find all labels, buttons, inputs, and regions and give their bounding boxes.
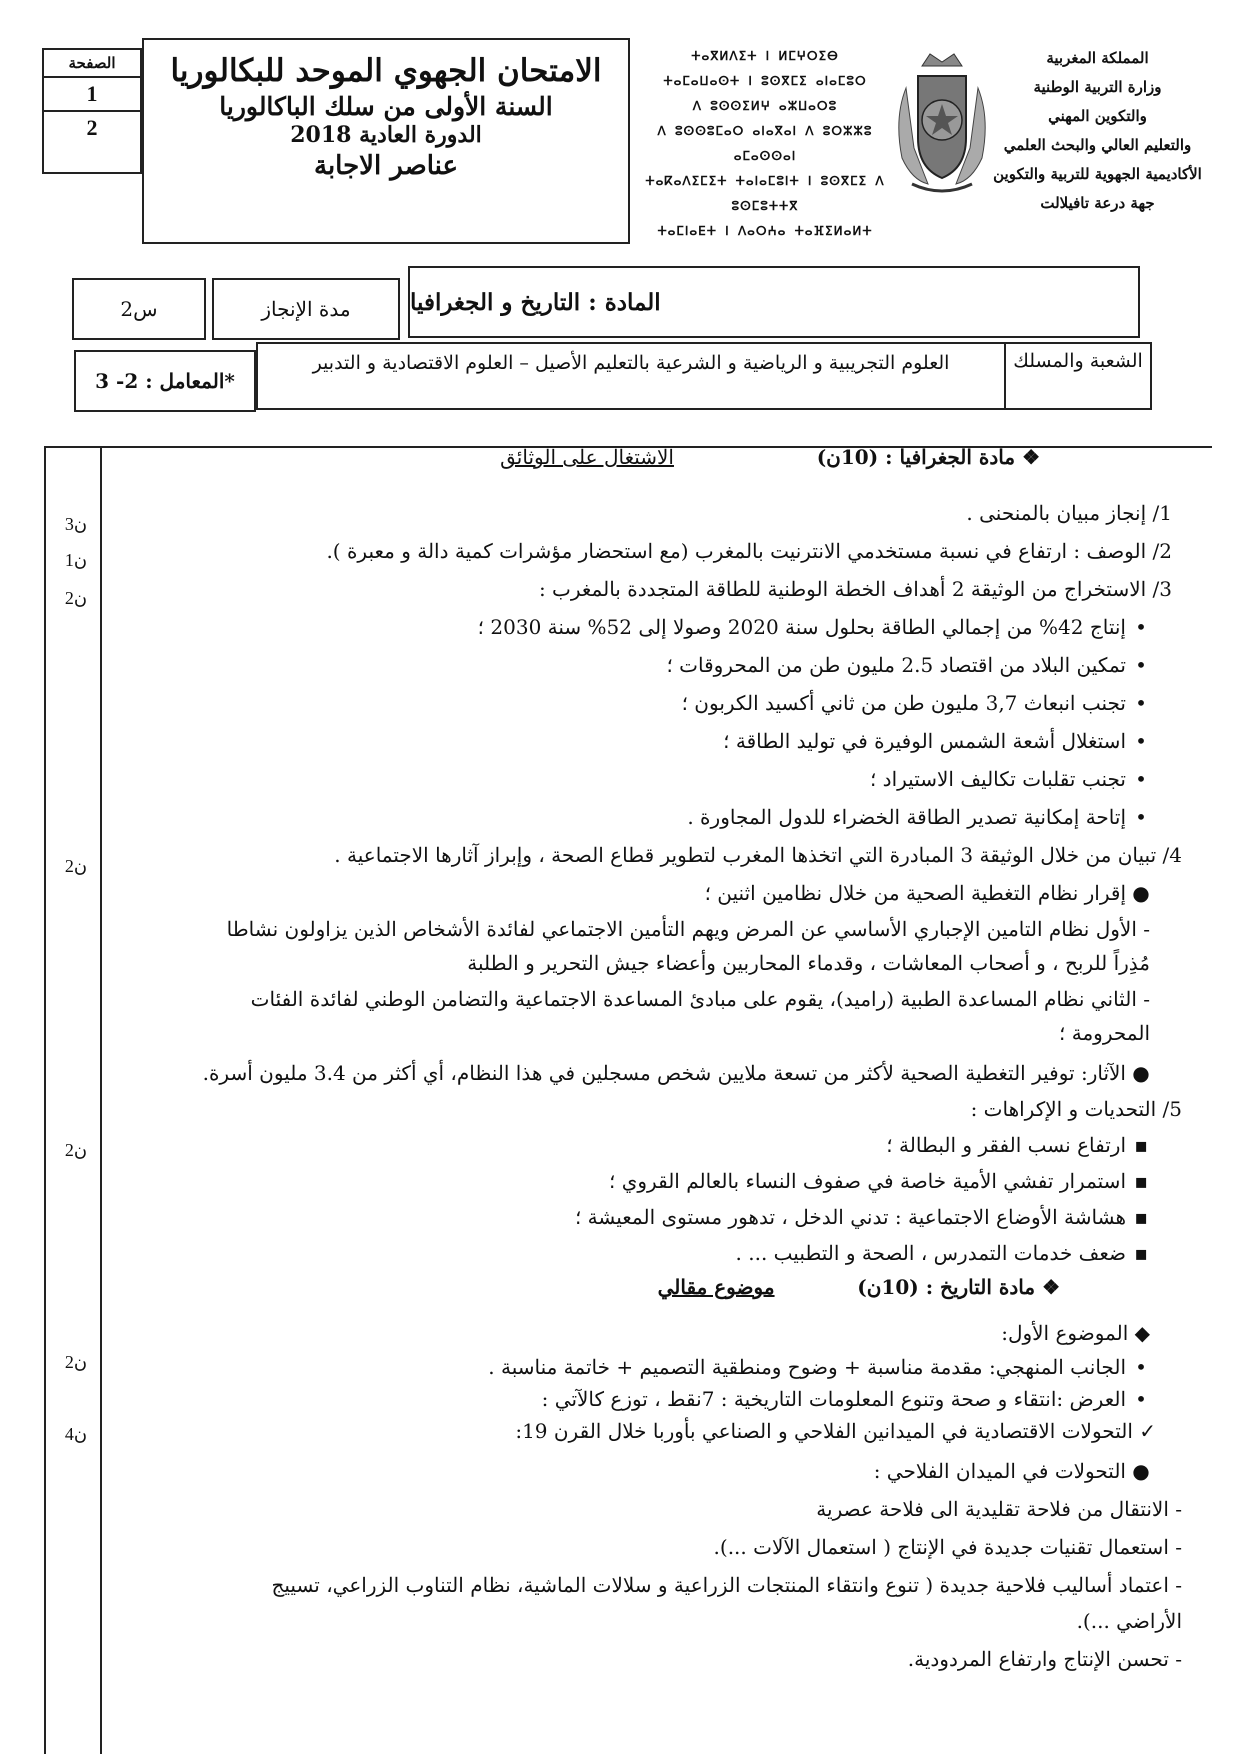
list-item: •إتاحة إمكانية تصدير الطاقة الخضراء للدول المجاورة .	[687, 805, 1147, 829]
list-item: ▪ارتفاع نسب الفقر و البطالة ؛	[886, 1133, 1148, 1157]
hist-heading: ❖ مادة التاريخ : (10ن)	[857, 1275, 1060, 1299]
branch-value: العلوم التجريبية و الرياضية و الشرعية بالتعليم الأصيل – العلوم الاقتصادية و التدبير	[256, 342, 1006, 410]
q1: 1/ إنجاز مبيان بالمنحنى .	[966, 501, 1172, 525]
topic-heading: ◆ الموضوع الأول:	[1001, 1321, 1150, 1345]
list-item: ●الآثار: توفير التغطية الصحية لأكثر من تسعة ملايين شخص مسجلين في هذا النظام، أي أكثر من 3.4 مليون أسرة.	[202, 1061, 1150, 1085]
duration-label: مدة الإنجاز	[212, 278, 400, 340]
agri-line: الأراضي ...).	[1076, 1609, 1182, 1633]
q4: 4/ تبيان من خلال الوثيقة 3 المبادرة التي اتخذها المغرب لتطوير قطاع الصحة ، وإبراز آثارها الاجتماعية .	[334, 843, 1182, 867]
hist-subheading: موضوع مقالي	[657, 1275, 775, 1299]
page-label: الصفحة	[68, 54, 116, 72]
geo-heading-row	[0, 442, 1040, 472]
page-number: 1	[86, 81, 98, 106]
tifinagh-institution: ⵜⴰⴳⵍⴷⵉⵜ ⵏ ⵍⵎⵖⵔⵉⴱ ⵜⴰⵎⴰⵡⴰⵙⵜ ⵏ ⵓⵙⴳⵎⵉ ⴰⵏⴰⵎⵓⵔ ⴷ ⵓⵙⵙⵉⵍⵖ ⴰⵣⵡⴰⵔⵓ ⴷ ⵓⵙⵙⵓⵎⴰⵔ ⴰⵏⴰⴳⴰⵏ ⴷ ⵓⵔⵣⵣⵓ ⴰⵎⴰⵙⵙⴰⵏ ⵜⴰⴽⴰⴷⵉⵎⵉⵜ ⵜⴰⵏⴰⵎⵓⵏⵜ ⵏ ⵓⵙⴳⵎⵉ ⴷ ⵓⵙⵎⵓⵜⵜⴳ ⵜⴰⵎⵏⴰⴹⵜ ⵏ ⴷⴰⵔⵄⴰ ⵜⴰⴼⵉⵍⴰⵍⵜ	[645, 49, 885, 238]
score-column-divider	[100, 446, 102, 1754]
duration-value: 2س	[72, 278, 206, 340]
score: 2ن	[64, 856, 88, 876]
q5: 5/ التحديات و الإكراهات :	[970, 1097, 1182, 1121]
list-item: •الجانب المنهجي: مقدمة مناسبة + وضوح ومنطقية التصميم + خاتمة مناسبة .	[488, 1355, 1147, 1379]
geo-heading: ❖ مادة الجغرافيا : (10ن)	[816, 445, 1040, 469]
score: 1ن	[64, 550, 88, 570]
list-item: •استغلال أشعة الشمس الوفيرة في توليد الطاقة ؛	[723, 729, 1147, 753]
list-item: ●إقرار نظام التغطية الصحية من خلال نظامين اثنين ؛	[704, 881, 1150, 905]
q4-line: مُذِراً للربح ، و أصحاب المعاشات ، وقدماء المحاربين وأعضاء جيش التحرير و الطلبة	[467, 951, 1150, 975]
q2: 2/ الوصف : ارتفاع في نسبة مستخدمي الانترنيت بالمغرب (مع استحضار مؤشرات كمية دالة و معبرة ).	[326, 539, 1172, 563]
q4-line: - الثاني نظام المساعدة الطبية (راميد)، يقوم على مبادئ المساعدة الاجتماعية والتضامن الوطني لفائدة الفئات	[250, 987, 1150, 1011]
coat-of-arms-icon	[888, 48, 996, 198]
q4-line: - الأول نظام التامين الإجباري الأساسي عن المرض ويهم التأمين الاجتماعي لفائدة الأشخاص الذين يزاولون نشاطا	[226, 917, 1150, 941]
geo-subheading: الاشتغال على الوثائق	[500, 445, 674, 469]
agri-line: - الانتقال من فلاحة تقليدية الى فلاحة عصرية	[816, 1497, 1182, 1521]
score: 2ن	[64, 1140, 88, 1160]
hist-heading-row	[0, 1272, 1060, 1302]
exam-title: الامتحان الجهوي الموحد للبكالوريا	[170, 53, 602, 89]
agri-line: - تحسن الإنتاج وارتفاع المردودية.	[907, 1647, 1182, 1671]
page-total: 2	[86, 115, 98, 140]
page-number-box	[42, 48, 142, 174]
list-item: ●التحولات في الميدان الفلاحي :	[873, 1459, 1150, 1483]
branch-label: الشعبة والمسلك	[1004, 342, 1152, 410]
score: 3ن	[64, 514, 88, 534]
exam-session: الدورة العادية 2018	[290, 122, 482, 148]
q3: 3/ الاستخراج من الوثيقة 2 أهداف الخطة الوطنية للطاقة المتجددة بالمغرب :	[538, 577, 1172, 601]
exam-level: السنة الأولى من سلك الباكالوريا	[219, 91, 553, 121]
doc-type: عناصر الاجابة	[314, 150, 458, 181]
list-item: ▪هشاشة الأوضاع الاجتماعية : تدني الدخل ، تدهور مستوى المعيشة ؛	[574, 1205, 1148, 1229]
list-item: •العرض :انتقاء و صحة وتنوع المعلومات التاريخية : 7نقط ، توزع كالآتي :	[541, 1387, 1147, 1411]
exam-title-box	[142, 38, 630, 244]
score: 2ن	[64, 588, 88, 608]
list-item: •تمكين البلاد من اقتصاد 2.5 مليون طن من المحروقات ؛	[666, 653, 1147, 677]
coefficient: المعامل : 2- 3*	[74, 350, 256, 412]
agri-line: - اعتماد أساليب فلاحية جديدة ( تنوع وانتقاء المنتجات الزراعية و سلالات الماشية، نظام التناوب الزراعي، تسييج	[271, 1573, 1182, 1597]
subject-cell: المادة : التاريخ و الجغرافيا	[408, 266, 1140, 338]
list-item: •تجنب انبعاث 3,7 مليون طن من ثاني أكسيد الكربون ؛	[681, 691, 1147, 715]
transformations-heading: ✓ التحولات الاقتصادية في الميدانين الفلاحي و الصناعي بأوربا خلال القرن 19:	[515, 1419, 1156, 1443]
list-item: ▪استمرار تفشي الأمية خاصة في صفوف النساء بالعالم القروي ؛	[609, 1169, 1148, 1193]
list-item: •إنتاج 42% من إجمالي الطاقة بحلول سنة 2020 وصولا إلى 52% سنة 2030 ؛	[477, 615, 1147, 639]
q4-line: المحرومة ؛	[1059, 1021, 1150, 1045]
list-item: •تجنب تقلبات تكاليف الاستيراد ؛	[869, 767, 1147, 791]
ministry-block: المملكة المغربية وزارة التربية الوطنية والتكوين المهني والتعليم العالي والبحث العلمي الأكاديمية الجهوية للتربية والتكوين جهة درعة تافيلالت	[993, 49, 1202, 212]
agri-line: - استعمال تقنيات جديدة في الإنتاج ( استعمال الآلات ...).	[713, 1535, 1182, 1559]
score: 2ن	[64, 1352, 88, 1372]
list-item: ▪ضعف خدمات التمدرس ، الصحة و التطبيب ... .	[735, 1241, 1148, 1265]
score: 4ن	[64, 1424, 88, 1444]
